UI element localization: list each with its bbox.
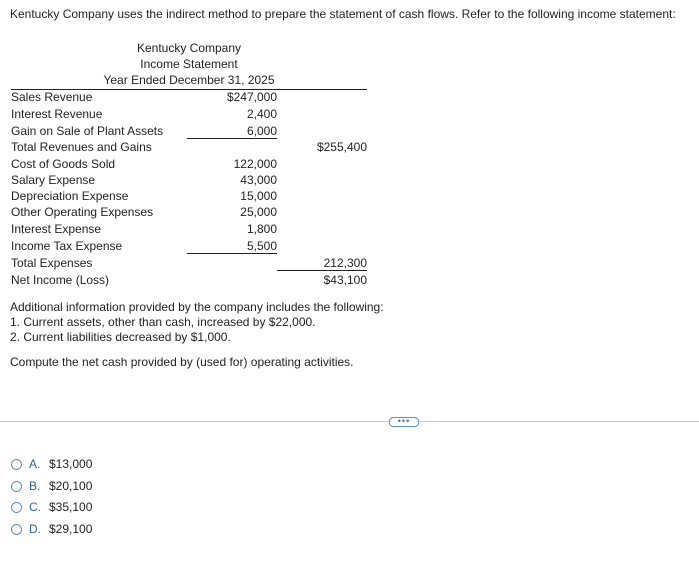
row-amount: 122,000: [233, 157, 277, 171]
row-label: Salary Expense: [11, 173, 96, 187]
option-letter: D.: [29, 522, 41, 536]
additional-info-item: 1. Current assets, other than cash, increased by $22,000.: [10, 315, 316, 329]
row-total: $255,400: [316, 140, 367, 154]
row-label: Interest Expense: [11, 222, 102, 236]
additional-info-heading: Additional information provided by the company includes the following:: [10, 300, 384, 314]
row-label: Income Tax Expense: [11, 239, 123, 253]
radio-button[interactable]: [11, 481, 22, 492]
row-amount: $247,000: [226, 90, 277, 104]
question-intro: Kentucky Company uses the indirect method to prepare the statement of cash flows. Refer to the following income statement:: [10, 7, 676, 21]
row-label: Cost of Goods Sold: [11, 157, 116, 171]
option-letter: C.: [29, 500, 41, 514]
statement-company: Kentucky Company: [136, 41, 242, 55]
answer-option-a[interactable]: [11, 456, 92, 472]
question-prompt: Compute the net cash provided by (used for) operating activities.: [10, 355, 354, 369]
row-total: 212,300: [323, 256, 367, 270]
row-label: Total Expenses: [11, 256, 93, 270]
option-letter: B.: [29, 479, 41, 493]
subtotal-rule-expenses: [187, 253, 277, 254]
row-amount: 2,400: [246, 107, 277, 121]
section-divider: [0, 421, 699, 422]
radio-button[interactable]: [11, 502, 22, 513]
row-amount: 43,000: [240, 173, 277, 187]
answer-option-b[interactable]: [11, 478, 92, 494]
row-amount: 5,500: [246, 239, 277, 253]
row-amount: 15,000: [240, 189, 277, 203]
option-value: $13,000: [49, 457, 93, 471]
row-label: Gain on Sale of Plant Assets: [11, 124, 164, 138]
row-label: Sales Revenue: [11, 90, 93, 104]
row-label: Interest Revenue: [11, 107, 103, 121]
row-label: Depreciation Expense: [11, 189, 129, 203]
statement-title: Income Statement: [140, 57, 238, 71]
radio-button[interactable]: [11, 524, 22, 535]
row-total: $43,100: [323, 273, 367, 287]
more-options-button[interactable]: •••: [389, 417, 419, 427]
subtotal-rule-revenues: [187, 138, 277, 139]
option-value: $20,100: [49, 479, 93, 493]
answer-option-d[interactable]: [11, 521, 92, 537]
statement-period: Year Ended December 31, 2025: [103, 73, 275, 87]
row-label: Total Revenues and Gains: [11, 140, 152, 154]
radio-button[interactable]: [11, 459, 22, 470]
subtotal-rule-total-expenses: [277, 270, 367, 271]
row-amount: 6,000: [246, 124, 277, 138]
option-value: $35,100: [49, 500, 93, 514]
row-label: Net Income (Loss): [11, 273, 110, 287]
answer-option-c[interactable]: [11, 499, 92, 515]
row-amount: 25,000: [240, 205, 277, 219]
row-label: Other Operating Expenses: [11, 205, 154, 219]
option-letter: A.: [29, 457, 41, 471]
additional-info-item: 2. Current liabilities decreased by $1,000.: [10, 330, 231, 344]
option-value: $29,100: [49, 522, 93, 536]
row-amount: 1,800: [246, 222, 277, 236]
